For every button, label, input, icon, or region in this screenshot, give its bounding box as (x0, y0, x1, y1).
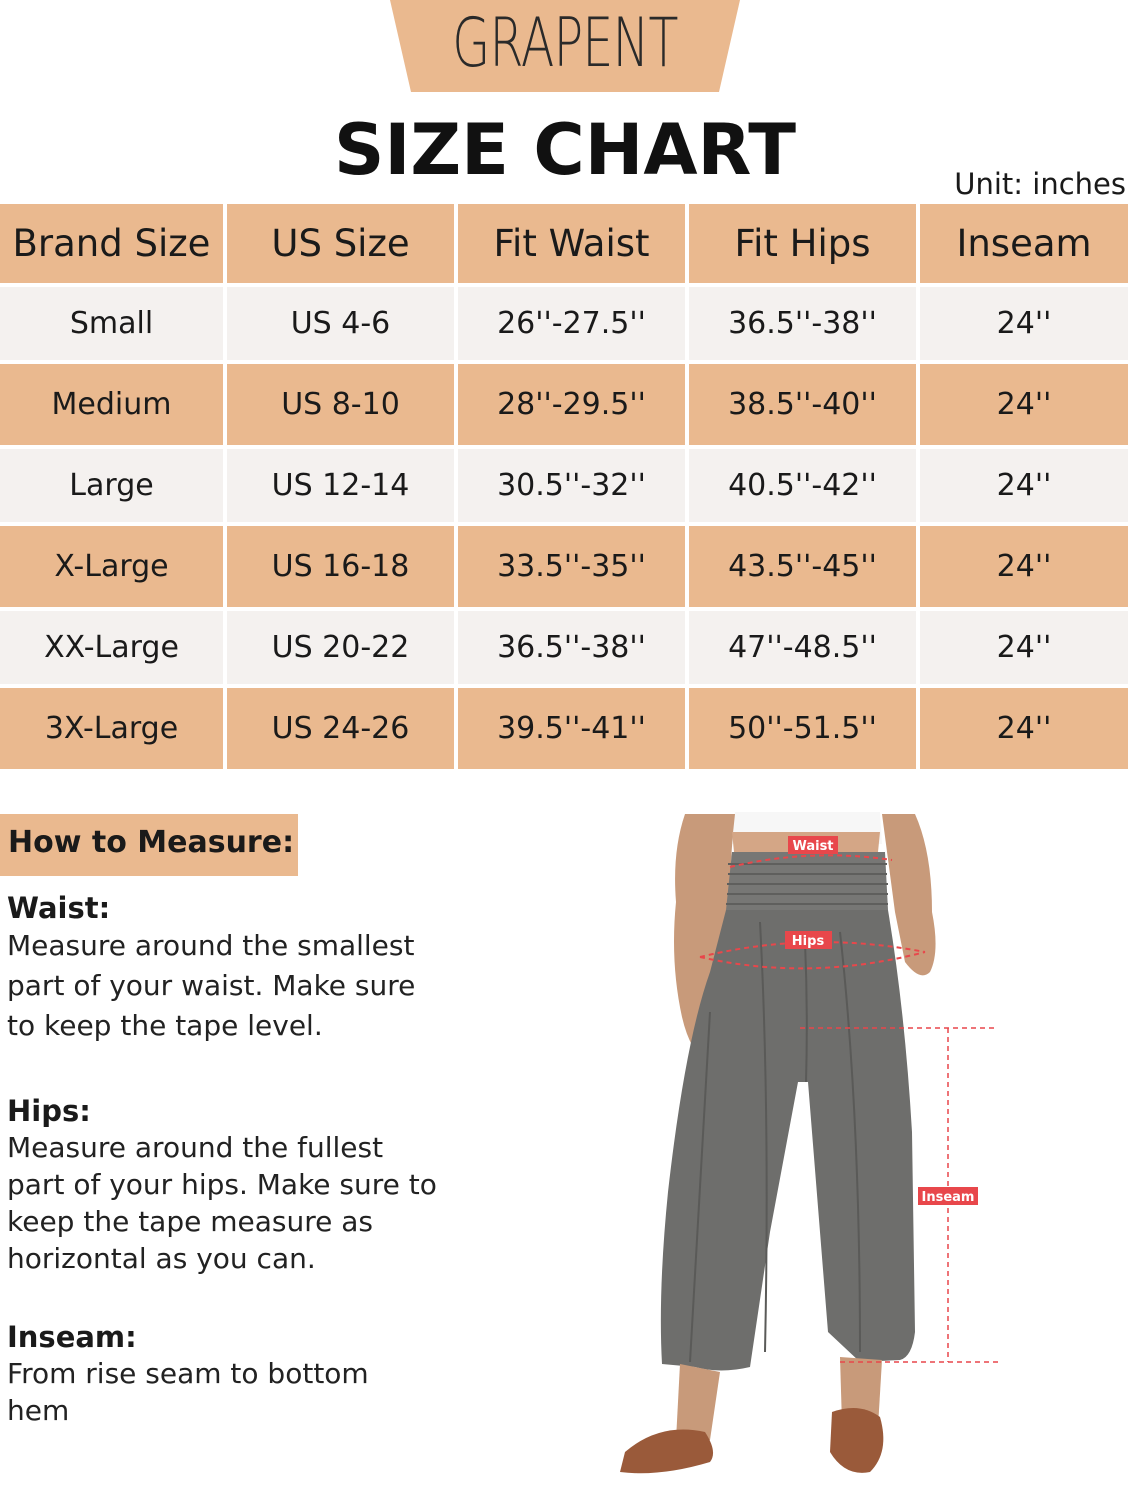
cell-inseam: 24'' (920, 688, 1128, 773)
header-us-size: US Size (227, 204, 458, 287)
hips-tag-label: Hips (791, 934, 825, 949)
hips-text: Measure around the fullest part of your hips. Make sure to keep the tape measure as horizontal as you can. (7, 1131, 437, 1275)
table-row (0, 449, 1128, 526)
inseam-title: Inseam: (7, 1320, 137, 1354)
cell-fit-hips: 47''-48.5'' (689, 611, 920, 688)
table-header-row (0, 204, 1128, 287)
waist-section (7, 890, 437, 1046)
table-row (0, 526, 1128, 611)
header-fit-waist: Fit Waist (458, 204, 689, 287)
cell-brand-size: Medium (0, 364, 227, 449)
waist-text: Measure around the smallest part of your waist. Make sure to keep the tape level. (7, 929, 416, 1042)
table-row (0, 364, 1128, 449)
cell-inseam: 24'' (920, 611, 1128, 688)
cell-fit-waist: 39.5''-41'' (458, 688, 689, 773)
inseam-section (7, 1319, 407, 1429)
left-leg (676, 1364, 720, 1440)
header-inseam: Inseam (920, 204, 1128, 287)
right-sandal (830, 1408, 883, 1473)
cell-us-size: US 24-26 (227, 688, 458, 773)
cell-us-size: US 4-6 (227, 287, 458, 364)
table-row (0, 287, 1128, 364)
cell-brand-size: Small (0, 287, 227, 364)
cell-fit-hips: 43.5''-45'' (689, 526, 920, 611)
brand-logo: GRAPENT (452, 4, 678, 83)
cell-fit-waist: 28''-29.5'' (458, 364, 689, 449)
size-table (0, 204, 1128, 773)
cell-inseam: 24'' (920, 364, 1128, 449)
cell-brand-size: X-Large (0, 526, 227, 611)
how-to-measure-heading: How to Measure: (0, 814, 298, 876)
header-fit-hips: Fit Hips (689, 204, 920, 287)
cell-fit-waist: 26''-27.5'' (458, 287, 689, 364)
hips-title: Hips: (7, 1094, 91, 1128)
inseam-text: From rise seam to bottom hem (7, 1357, 369, 1427)
waist-tag-label: Waist (792, 839, 834, 854)
cell-fit-waist: 30.5''-32'' (458, 449, 689, 526)
cell-us-size: US 16-18 (227, 526, 458, 611)
cell-fit-hips: 50''-51.5'' (689, 688, 920, 773)
inseam-tag-label: Inseam (921, 1190, 975, 1205)
cell-brand-size: Large (0, 449, 227, 526)
cell-fit-hips: 40.5''-42'' (689, 449, 920, 526)
table-row (0, 688, 1128, 773)
waist-title: Waist: (7, 891, 111, 925)
cell-us-size: US 8-10 (227, 364, 458, 449)
header-brand-size: Brand Size (0, 204, 227, 287)
hips-section (7, 1093, 437, 1277)
left-sandal (620, 1430, 713, 1474)
cell-inseam: 24'' (920, 526, 1128, 611)
model-measurement-illustration (560, 812, 1060, 1500)
cell-fit-waist: 36.5''-38'' (458, 611, 689, 688)
cell-inseam: 24'' (920, 449, 1128, 526)
cell-brand-size: XX-Large (0, 611, 227, 688)
cell-inseam: 24'' (920, 287, 1128, 364)
table-row (0, 611, 1128, 688)
cell-us-size: US 12-14 (227, 449, 458, 526)
cell-fit-hips: 36.5''-38'' (689, 287, 920, 364)
cell-us-size: US 20-22 (227, 611, 458, 688)
cell-fit-hips: 38.5''-40'' (689, 364, 920, 449)
unit-label: Unit: inches (954, 167, 1126, 201)
page-title: SIZE CHART (333, 109, 797, 191)
cell-brand-size: 3X-Large (0, 688, 227, 773)
smocked-waistband (726, 852, 888, 910)
cell-fit-waist: 33.5''-35'' (458, 526, 689, 611)
